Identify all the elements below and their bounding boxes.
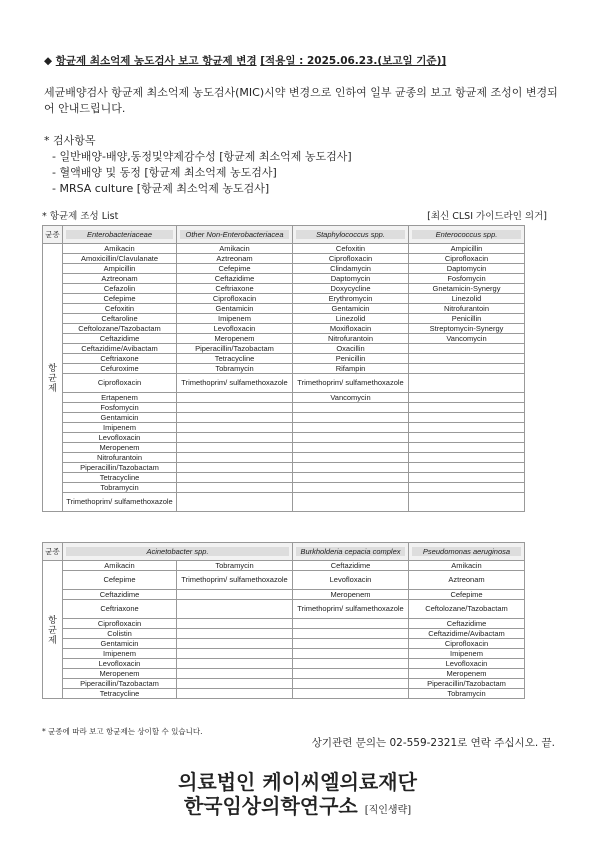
side-label-cell [43, 244, 63, 512]
table-cell: Trimethoprim/ sulfamethoxazole [177, 571, 293, 590]
table-cell [177, 649, 293, 659]
table-cell: Ciprofloxacin [409, 254, 525, 264]
table-cell [177, 689, 293, 699]
table-cell: Tetracycline [63, 689, 177, 699]
table-cell [177, 679, 293, 689]
table-cell [409, 354, 525, 364]
org-institute [0, 790, 595, 819]
table-cell: Ceftriaxone [63, 354, 177, 364]
table-cell: Meropenem [293, 590, 409, 600]
table-cell: Vancomycin [409, 334, 525, 344]
column-header [63, 543, 293, 561]
checks-title: * 검사항목 [44, 134, 96, 147]
table-cell: Tobramycin [177, 364, 293, 374]
table-row [43, 669, 525, 679]
table-cell: Moxifloxacin [293, 324, 409, 334]
table-cell: Gentamicin [293, 304, 409, 314]
table-cell: Ciprofloxacin [177, 294, 293, 304]
column-header-label: Staphylococcus spp. [296, 230, 405, 239]
table-cell: Vancomycin [293, 393, 409, 403]
table-cell [293, 669, 409, 679]
side-label: 항균제 [48, 614, 57, 645]
table-row [43, 393, 525, 403]
header-row [43, 226, 525, 244]
table-cell: Ceftaroline [63, 314, 177, 324]
group-label-cell: 균종 [43, 226, 63, 244]
table-cell: Ciprofloxacin [63, 374, 177, 393]
table-cell: Imipenem [63, 423, 177, 433]
table-row [43, 629, 525, 639]
antibiotic-table-1 [42, 225, 525, 512]
table-row [43, 453, 525, 463]
table-row [43, 374, 525, 393]
table-row [43, 304, 525, 314]
table-cell [409, 433, 525, 443]
table-cell: Amikacin [63, 561, 177, 571]
table-cell [409, 443, 525, 453]
table-cell [409, 493, 525, 512]
table-row [43, 364, 525, 374]
side-label: 항균제 [48, 362, 57, 393]
table-cell: Linezolid [409, 294, 525, 304]
table-cell [177, 443, 293, 453]
table-row [43, 619, 525, 629]
table-row [43, 274, 525, 284]
table-cell: Imipenem [409, 649, 525, 659]
table-cell: Gentamicin [177, 304, 293, 314]
table-cell: Linezolid [293, 314, 409, 324]
table-cell: Penicillin [293, 354, 409, 364]
column-header [409, 226, 525, 244]
table-cell [293, 433, 409, 443]
column-header-label: Pseudomonas aeruginosa [412, 547, 521, 556]
table-cell: Meropenem [63, 443, 177, 453]
group-label-cell: 균종 [43, 543, 63, 561]
column-header [293, 543, 409, 561]
table-cell: Meropenem [409, 669, 525, 679]
table-row [43, 649, 525, 659]
table-cell: Levofloxacin [409, 659, 525, 669]
table-cell [293, 403, 409, 413]
table-cell [409, 463, 525, 473]
column-header [63, 226, 177, 244]
table-cell [177, 403, 293, 413]
table-row [43, 413, 525, 423]
table-cell [177, 629, 293, 639]
table-row [43, 284, 525, 294]
table-row [43, 244, 525, 254]
list-title: * 항균제 조성 List [42, 211, 119, 222]
table-cell [293, 413, 409, 423]
table-cell [409, 393, 525, 403]
table-cell: Aztreonam [409, 571, 525, 590]
table-cell: Aztreonam [63, 274, 177, 284]
table-cell: Piperacillin/Tazobactam [63, 463, 177, 473]
table-cell: Levofloxacin [293, 571, 409, 590]
table-cell: Nitrofurantoin [63, 453, 177, 463]
table-cell: Tobramycin [63, 483, 177, 493]
table-cell: Ceftazidime [293, 561, 409, 571]
table-cell [293, 629, 409, 639]
table-row [43, 423, 525, 433]
table-cell: Ciprofloxacin [409, 639, 525, 649]
table-cell [293, 483, 409, 493]
table-row [43, 639, 525, 649]
table-cell [293, 689, 409, 699]
table-cell [293, 649, 409, 659]
table-row [43, 294, 525, 304]
table-cell: Ampicillin [63, 264, 177, 274]
table-cell: Cefuroxime [63, 364, 177, 374]
table-cell: Tobramycin [409, 689, 525, 699]
table-cell [409, 403, 525, 413]
table-cell: Amoxicillin/Clavulanate [63, 254, 177, 264]
table-cell: Cefoxitin [63, 304, 177, 314]
table-cell: Amikacin [63, 244, 177, 254]
table-cell: Ampicillin [409, 244, 525, 254]
table-row [43, 689, 525, 699]
check-item: - 혈액배양 및 동정 [항균제 최소억제 농도검사] [52, 166, 277, 179]
table-cell: Fosfomycin [409, 274, 525, 284]
table-cell: Daptomycin [409, 264, 525, 274]
intro-paragraph: 세균배양검사 항균제 최소억제 농도검사(MIC)시약 변경으로 인하여 일부 균종의 보고 항균제 조성이 변경되어 안내드립니다. [44, 86, 558, 115]
table-row [43, 600, 525, 619]
table-cell: Piperacillin/Tazobactam [177, 344, 293, 354]
table-cell [293, 619, 409, 629]
table-cell: Amikacin [177, 244, 293, 254]
table-cell: Clindamycin [293, 264, 409, 274]
table-cell [409, 423, 525, 433]
table-cell: Tobramycin [177, 561, 293, 571]
table-cell: Fosfomycin [63, 403, 177, 413]
table-cell [177, 423, 293, 433]
table-cell [177, 453, 293, 463]
table-cell [177, 483, 293, 493]
table-cell: Tetracycline [177, 354, 293, 364]
table-cell: Daptomycin [293, 274, 409, 284]
table-cell [177, 659, 293, 669]
table-cell [177, 639, 293, 649]
table-cell [409, 483, 525, 493]
table-cell: Cefepime [177, 264, 293, 274]
table-cell [177, 619, 293, 629]
side-label-cell [43, 561, 63, 699]
column-header-label: Acinetobacter spp. [66, 547, 289, 556]
table-cell: Tetracycline [63, 473, 177, 483]
table-row [43, 354, 525, 364]
table-cell: Piperacillin/Tazobactam [409, 679, 525, 689]
antibiotic-table-2 [42, 542, 525, 699]
institute-name: 한국임상의학연구소 [183, 794, 358, 818]
table-cell: Cefoxitin [293, 244, 409, 254]
seal-note: [직인생략] [364, 805, 412, 816]
table-cell: Rifampin [293, 364, 409, 374]
table-row [43, 463, 525, 473]
table-cell [293, 443, 409, 453]
table-cell [177, 590, 293, 600]
table-cell: Trimethoprim/ sulfamethoxazole [177, 374, 293, 393]
check-item: - MRSA culture [항균제 최소억제 농도검사] [52, 182, 270, 195]
check-item: - 일반배양-배양,동정및약제감수성 [항균제 최소억제 농도검사] [52, 150, 352, 163]
table-cell [177, 493, 293, 512]
table-cell: Colistin [63, 629, 177, 639]
table-cell [293, 679, 409, 689]
column-header-label: Enterococcus spp. [412, 230, 521, 239]
org-name: 의료법인 케이씨엘의료재단 [178, 770, 417, 794]
table-row [43, 344, 525, 354]
table-cell: Levofloxacin [63, 659, 177, 669]
table-cell [293, 659, 409, 669]
table-cell: Ciprofloxacin [63, 619, 177, 629]
table-row [43, 483, 525, 493]
table-cell: Trimethoprim/ sulfamethoxazole [63, 493, 177, 512]
table-cell [177, 463, 293, 473]
table-cell: Gentamicin [63, 639, 177, 649]
table-cell: Ceftriaxone [63, 600, 177, 619]
contact-note: 상기관련 문의는 02-559-2321로 연락 주십시오. 끝. [311, 737, 555, 749]
table-row [43, 659, 525, 669]
table-cell: Levofloxacin [177, 324, 293, 334]
diamond-icon: ◆ [44, 55, 53, 67]
table-cell: Piperacillin/Tazobactam [63, 679, 177, 689]
table-row [43, 324, 525, 334]
table-cell: Nitrofurantoin [293, 334, 409, 344]
table-cell [409, 374, 525, 393]
table-cell: Ceftazidime [63, 590, 177, 600]
table-cell: Cefepime [63, 571, 177, 590]
table-cell: Trimethoprim/ sulfamethoxazole [293, 374, 409, 393]
table-cell: Ceftazidime [409, 619, 525, 629]
table-cell [177, 393, 293, 403]
table-cell [293, 423, 409, 433]
table-row [43, 473, 525, 483]
table-row [43, 433, 525, 443]
table-cell [293, 473, 409, 483]
table-cell [177, 473, 293, 483]
table-row [43, 443, 525, 453]
table-cell: Gnetamicin-Synergy [409, 284, 525, 294]
table-row [43, 254, 525, 264]
table-row [43, 561, 525, 571]
table-row [43, 403, 525, 413]
column-header-label: Burkholderia cepacia complex [296, 547, 405, 556]
table-cell: Cefepime [409, 590, 525, 600]
table-row [43, 493, 525, 512]
table-cell [177, 413, 293, 423]
effective-date: [적용일 : 2025.06.23.(보고일 기준)] [260, 55, 447, 67]
table-cell: Cefepime [63, 294, 177, 304]
table-cell: Ceftolozane/Tazobactam [409, 600, 525, 619]
table-cell [409, 344, 525, 354]
table-cell [293, 463, 409, 473]
table-cell: Ceftazidime [177, 274, 293, 284]
table-cell: Ertapenem [63, 393, 177, 403]
table-cell [409, 364, 525, 374]
table-cell: Gentamicin [63, 413, 177, 423]
table-cell: Imipenem [63, 649, 177, 659]
header-row [43, 543, 525, 561]
table-cell: Meropenem [177, 334, 293, 344]
table-row [43, 334, 525, 344]
table-row [43, 590, 525, 600]
table-cell: Ceftazidime/Avibactam [63, 344, 177, 354]
table-cell: Imipenem [177, 314, 293, 324]
table-cell [177, 433, 293, 443]
table-cell [293, 639, 409, 649]
table-cell: Nitrofurantoin [409, 304, 525, 314]
column-header [177, 226, 293, 244]
table-row [43, 264, 525, 274]
table-cell: Amikacin [409, 561, 525, 571]
table-cell: Streptomycin-Synergy [409, 324, 525, 334]
table-cell: Cefazolin [63, 284, 177, 294]
column-header [293, 226, 409, 244]
table-cell: Ceftolozane/Tazobactam [63, 324, 177, 334]
table-cell: Trimethoprim/ sulfamethoxazole [293, 600, 409, 619]
table-cell: Meropenem [63, 669, 177, 679]
table-row [43, 571, 525, 590]
table-cell [177, 600, 293, 619]
table-cell [409, 413, 525, 423]
column-header [409, 543, 525, 561]
table-cell: Ceftazidime [63, 334, 177, 344]
notice-heading [44, 53, 446, 68]
table-row [43, 314, 525, 324]
table-cell: Aztreonam [177, 254, 293, 264]
table-cell [293, 453, 409, 463]
table-cell: Erythromycin [293, 294, 409, 304]
column-header-label: Other Non-Enterobacteriacea [180, 230, 289, 239]
table-cell: Levofloxacin [63, 433, 177, 443]
table-cell [293, 493, 409, 512]
table-cell: Penicillin [409, 314, 525, 324]
table-cell: Ciprofloxacin [293, 254, 409, 264]
table-cell: Doxycycline [293, 284, 409, 294]
table-row [43, 679, 525, 689]
notice-title: 항균제 최소억제 농도검사 보고 항균제 변경 [55, 55, 257, 67]
table-cell [177, 669, 293, 679]
table-cell: Oxacillin [293, 344, 409, 354]
footnote: * 균종에 따라 보고 항균제는 상이할 수 있습니다. [42, 727, 203, 736]
table-cell [409, 473, 525, 483]
table-cell: Ceftriaxone [177, 284, 293, 294]
table-cell [409, 453, 525, 463]
table-cell: Ceftazidime/Avibactam [409, 629, 525, 639]
clsi-note: [최신 CLSI 가이드라인 의거] [427, 211, 547, 222]
column-header-label: Enterobacteriaceae [66, 230, 173, 239]
